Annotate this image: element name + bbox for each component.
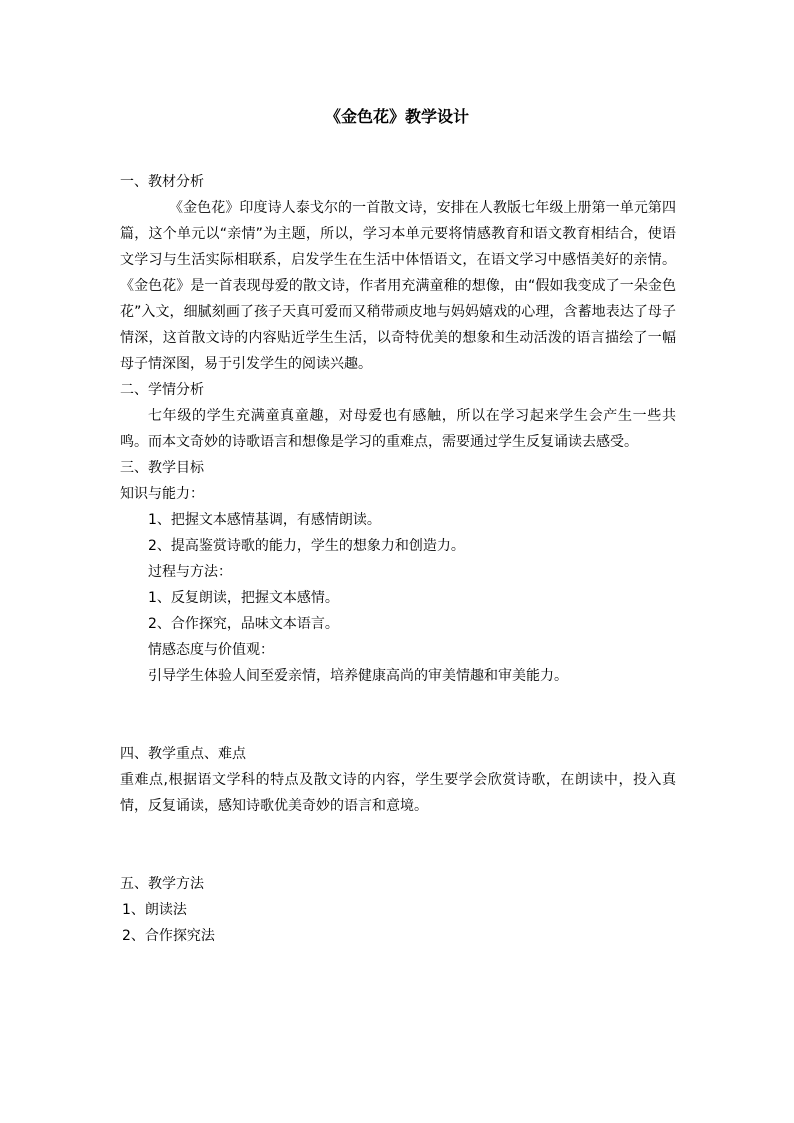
process-label: 过程与方法： xyxy=(148,564,232,580)
paragraph-key-points: 重难点,根据语文学科的特点及散文诗的内容，学生要学会欣赏诗歌，在朗读中，投入真情，反复诵读，感知诗歌优美奇妙的语言和意境。 xyxy=(120,772,676,814)
section-heading-student-analysis: 二、学情分析 xyxy=(120,382,204,398)
list-item: 2、合作探究，品味文本语言。 xyxy=(148,616,339,632)
list-item: 2、提高鉴赏诗歌的能力，学生的想象力和创造力。 xyxy=(148,538,465,554)
list-item: 1、把握文本感情基调，有感情朗读。 xyxy=(148,512,381,528)
list-item: 1、反复朗读，把握文本感情。 xyxy=(148,590,339,606)
section-heading-teaching-methods: 五、教学方法 xyxy=(120,876,204,892)
list-item: 2、合作探究法 xyxy=(122,928,215,944)
spacer xyxy=(120,689,676,741)
section-heading-teaching-goals: 三、教学目标 xyxy=(120,460,204,476)
section-heading-textbook-analysis: 一、教材分析 xyxy=(120,174,204,190)
emotion-label: 情感态度与价值观： xyxy=(148,642,274,658)
document-body xyxy=(120,169,676,949)
paragraph-textbook-analysis: 《金色花》印度诗人泰戈尔的一首散文诗，安排在人教版七年级上册第一单元第四篇，这个单元以“亲情”为主题，所以，学习本单元要将情感教育和语文教育相结合，使语文学习与生活实际相联系，启发学生在生活中体悟语文，在语文学习中感悟美好的亲情。《金色花》是一首表现母爱的散文诗，作者用充满童稚的想像，由“假如我变成了一朵金色花”入文，细腻刻画了孩子天真可爱而又稍带顽皮地与妈妈嬉戏的心理，含蓄地表达了母子情深，这首散文诗的内容贴近学生生活，以奇特优美的想象和生动活泼的语言描绘了一幅母子情深图，易于引发学生的阅读兴趣。 xyxy=(120,200,676,372)
section-heading-key-points: 四、教学重点、难点 xyxy=(120,746,246,762)
spacer xyxy=(120,819,676,871)
emotion-text: 引导学生体验人间至爱亲情，培养健康高尚的审美情趣和审美能力。 xyxy=(148,668,568,684)
document-title: 《金色花》教学设计 xyxy=(324,107,469,126)
knowledge-label: 知识与能力： xyxy=(120,486,204,502)
paragraph-student-analysis: 七年级的学生充满童真童趣，对母爱也有感触，所以在学习起来学生会产生一些共鸣。而本文奇妙的诗歌语言和想像是学习的重难点，需要通过学生反复诵读去感受。 xyxy=(120,408,676,450)
list-item: 1、朗读法 xyxy=(122,902,187,918)
